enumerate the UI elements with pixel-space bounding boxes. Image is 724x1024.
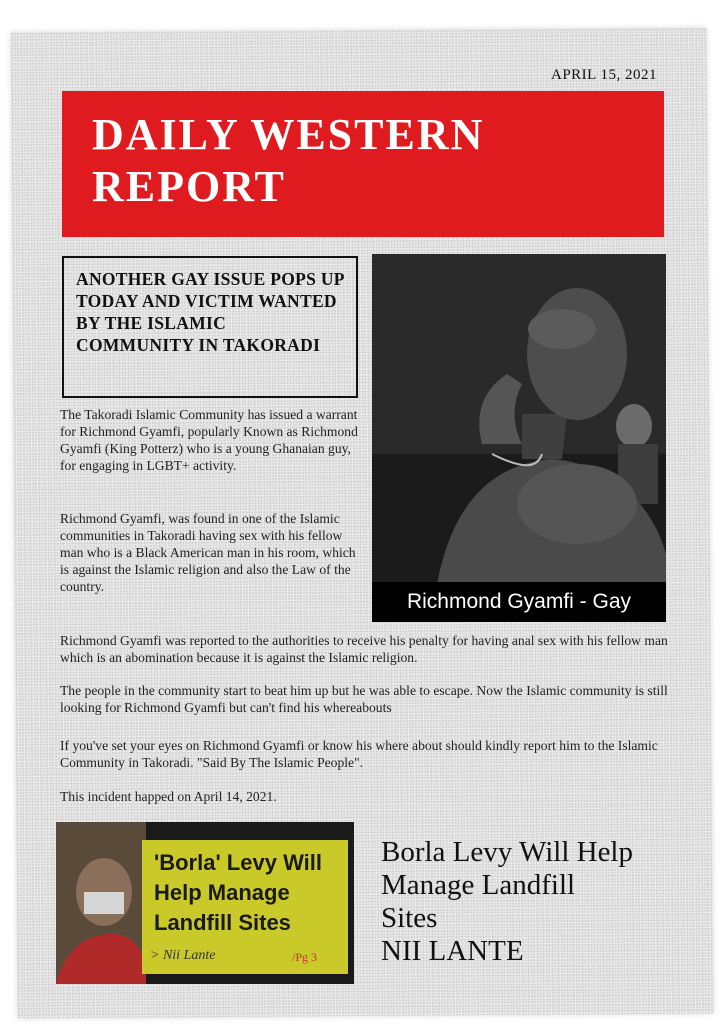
article-paragraph-6: This incident happed on April 14, 2021. [60, 789, 277, 804]
article-paragraph-3: Richmond Gyamfi was reported to the authorities to receive his penalty for having anal sex with his fellow man which is an abomination because it is against the Islamic religion. [60, 633, 668, 665]
article-paragraph-5: If you've set your eyes on Richmond Gyamfi or know his where about should kindly report him to the Islamic Community in Takoradi. "Said By The Islamic People". [60, 738, 658, 770]
promo-headline-line-4: NII LANTE [381, 935, 524, 967]
masthead-line-1: DAILY WESTERN [92, 110, 485, 159]
article-photo [372, 254, 666, 622]
issue-date: APRIL 15, 2021 [551, 67, 658, 83]
masthead-banner [62, 91, 664, 237]
article-paragraph-1: The Takoradi Islamic Community has issued a warrant for Richmond Gyamfi, popularly Known as Richmond Gyamfi (King Potterz) who is a young Ghanaian guy, for engaging in LGBT+ activity. [60, 407, 358, 473]
promo-thumb-title: 'Borla' Levy Will Help Manage Landfill Sites [154, 850, 322, 935]
article-paragraph-4: The people in the community start to beat him up but he was able to escape. Now the Islamic community is still looking for Richmond Gyamfi but can't find his whereabouts [60, 683, 668, 715]
headline-box [62, 256, 358, 398]
promo-thumb-page: /Pg 3 [292, 950, 318, 964]
promo-headline-line-2: Manage Landfill [381, 869, 576, 901]
masthead-line-2: REPORT [92, 162, 286, 211]
person-photo-illustration [372, 254, 666, 622]
promo-portrait-illustration [56, 822, 146, 984]
promo-thumb-byline: > Nii Lante [150, 948, 216, 963]
promo-headline[interactable] [381, 836, 701, 968]
promo-headline-line-3: Sites [381, 902, 438, 934]
article-paragraph-2: Richmond Gyamfi, was found in one of the Islamic communities in Takoradi having sex with his fellow man who is a Black American man in his room, which is against the Islamic religion and also the Law of the country. [60, 511, 356, 594]
promo-thumbnail[interactable] [56, 822, 354, 984]
photo-caption: Richmond Gyamfi - Gay [372, 582, 666, 622]
main-headline: ANOTHER GAY ISSUE POPS UP TODAY AND VICTIM WANTED BY THE ISLAMIC COMMUNITY IN TAKORADI [76, 269, 344, 355]
masthead-title [92, 109, 612, 213]
promo-thumb-panel [142, 840, 348, 974]
promo-headline-line-1: Borla Levy Will Help [381, 836, 633, 868]
